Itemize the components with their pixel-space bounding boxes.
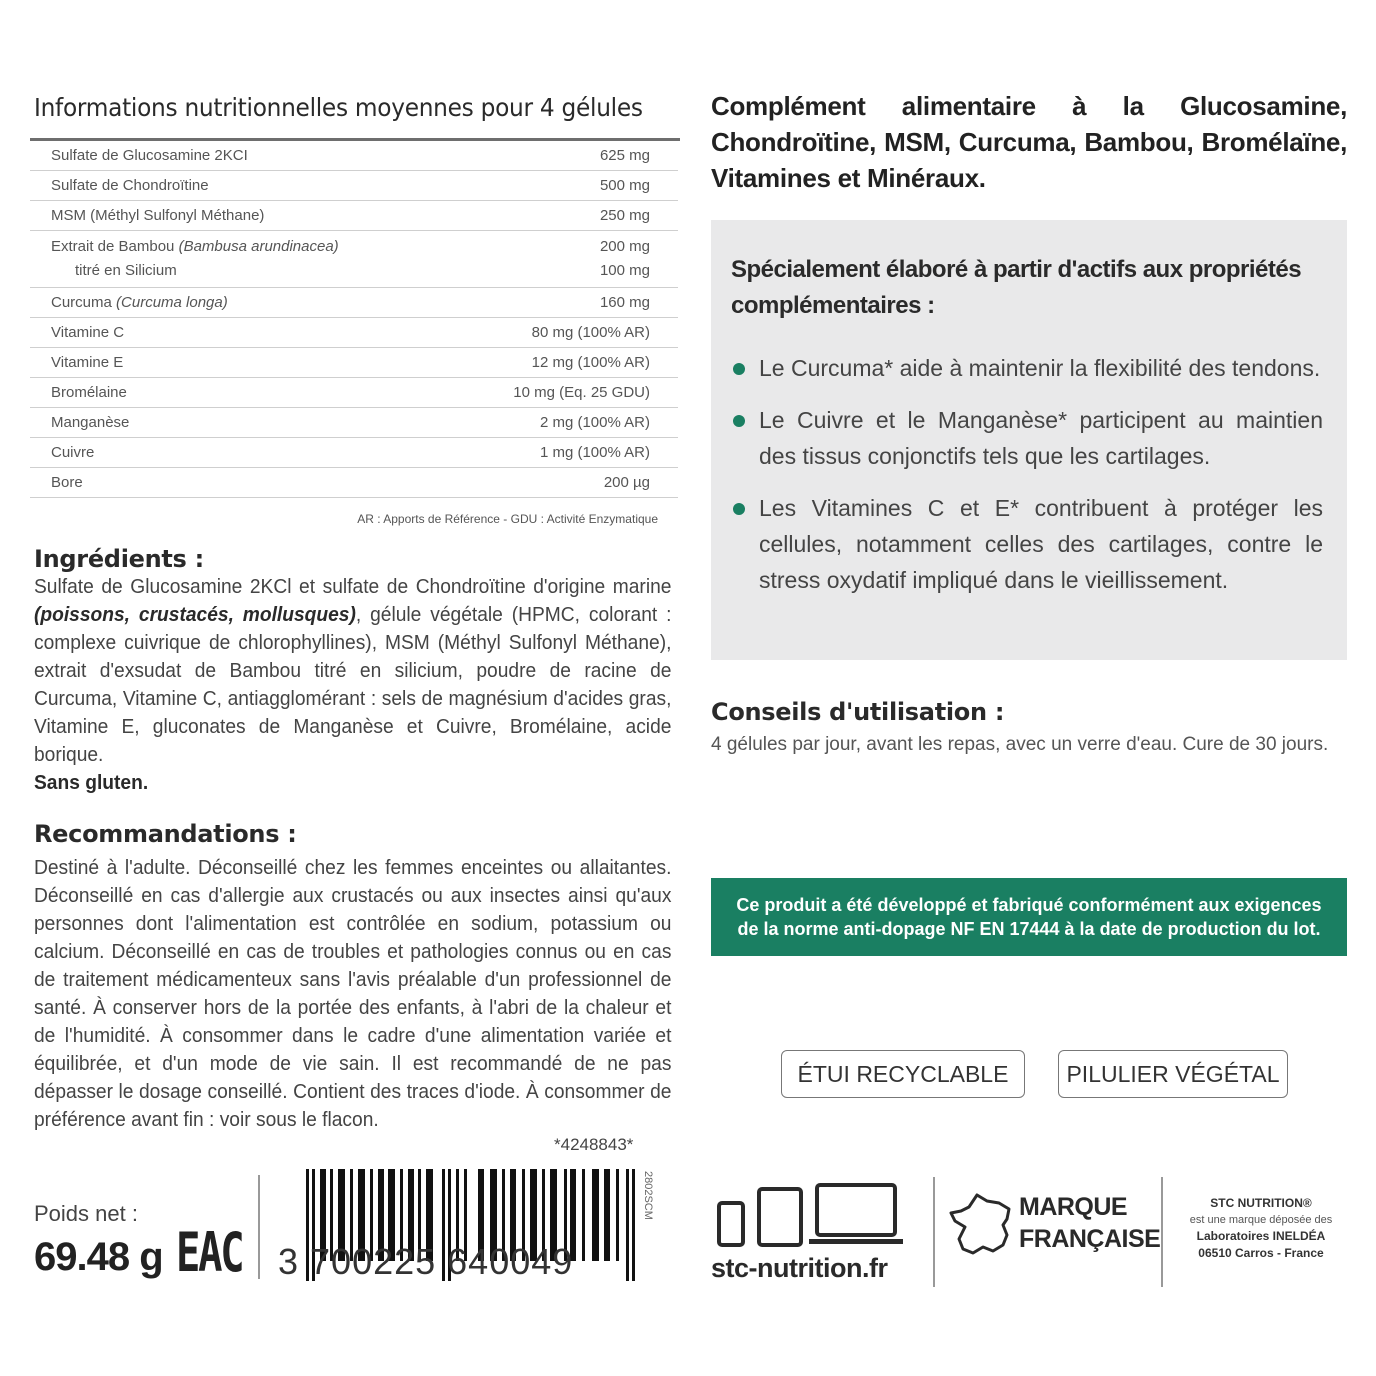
benefit-text: Le Cuivre et le Manganèse* participent au maintien des tissus conjonctifs tels que les cartilages. [759, 407, 1323, 469]
badge-label: PILULIER VÉGÉTAL [1066, 1060, 1280, 1087]
nutrient-amount: 1 mg (100% AR) [539, 444, 650, 461]
antidoping-banner [711, 878, 1347, 956]
usage-text: 4 gélules par jour, avant les repas, avec un verre d'eau. Cure de 30 jours. [711, 734, 1329, 755]
nutrient-label: Vitamine C [51, 324, 125, 341]
benefit-text: Le Curcuma* aide à maintenir la flexibilité des tendons. [759, 355, 1321, 381]
recommendations-section [34, 820, 674, 1134]
devices-icon [715, 1183, 905, 1249]
lab-name: Laboratoires INELDÉA [1196, 1229, 1326, 1243]
ingredients-text-part: , gélule végétale (HPMC, colorant : complexe cuivrique de chlorophyllines), MSM (Méthyl Sulfonyl Méthane), extrait d'exsudat de Bambou titré en silicium, poudre de racine de Curcuma, Vitamine C, antiagglomérant : sels de magnésium d'acides gras, Vitamine E, gluconates de Manganèse et Cuivre, Bromélaine, acide borique. [34, 604, 672, 766]
table-row [30, 468, 678, 498]
benefit-item [731, 350, 1323, 386]
nutrient-name [30, 468, 453, 498]
nutrient-value [453, 201, 678, 231]
latin-name: (Curcuma longa) [116, 294, 228, 311]
table-row [30, 378, 678, 408]
nutrient-amount: 250 mg [599, 207, 650, 224]
net-weight-value: 69.48 g [34, 1235, 163, 1279]
recommendations-text: Destiné à l'adulte. Déconseillé chez les femmes enceintes ou allaitantes. Déconseillé en cas d'allergie aux crustacés ou aux insectes ainsi qu'aux personnes dont l'alimentation est contrôlée en sodium, potassium ou calcium. Déconseillé en cas de troubles et pathologies connus ou en cas de traitement médicamenteux sans l'avis préalable d'un professionnel de santé. À conserver hors de la portée des enfants, à l'abri de la chaleur et de l'humidité. À consommer dans le cadre d'une alimentation variée et équilibrée, et d'un mode de vie sain. Il est recommandé de ne pas dépasser le dosage conseillé. Contient des traces d'iode. À consommer de préférence avant fin : voir sous le flacon. [34, 857, 672, 1131]
nutrient-label: Manganèse [51, 414, 130, 431]
ingredients-section [34, 545, 674, 797]
nutrient-amount: 10 mg (Eq. 25 GDU) [513, 384, 650, 401]
net-weight-label: Poids net : [34, 1201, 138, 1226]
marque-line: FRANÇAISE [1019, 1225, 1161, 1253]
badge-recyclable [781, 1050, 1025, 1098]
company-line: est une marque déposée des [1189, 1214, 1333, 1226]
nutrition-table [30, 141, 678, 498]
barcode-number: 3 700225 640049 [278, 1241, 574, 1282]
internal-code: *4248843* [554, 1135, 634, 1154]
nutrient-name [30, 438, 453, 468]
nutrient-amount: 200 mg [599, 238, 650, 255]
nutrient-name [30, 348, 453, 378]
gluten-free-label: Sans gluten. [34, 772, 149, 794]
usage-title: Conseils d'utilisation : [711, 698, 1005, 726]
nutrient-name [30, 318, 453, 348]
nutrient-label: Curcuma [51, 294, 112, 311]
benefits-list [731, 350, 1323, 598]
marque-line: MARQUE [1019, 1193, 1128, 1221]
green-dot-icon [733, 363, 745, 375]
marque-francaise [1019, 1191, 1160, 1255]
nutrient-amount: 12 mg (100% AR) [531, 354, 650, 371]
website-link[interactable]: stc-nutrition.fr [711, 1253, 888, 1283]
nutrient-value [453, 141, 678, 171]
benefits-title: Spécialement élaboré à partir d'actifs aux propriétés complémentaires : [731, 256, 1302, 319]
nutrient-value [453, 288, 678, 318]
usage-section [711, 698, 1351, 756]
france-map-icon [947, 1191, 1017, 1259]
nutrition-title: Informations nutritionnelles moyennes pour 4 gélules [34, 93, 643, 122]
table-row [30, 438, 678, 468]
product-headline: Complément alimentaire à la Glucosamine, Chondroïtine, MSM, Curcuma, Bambou, Bromélaïne, Vitamines et Minéraux. [711, 91, 1347, 193]
nutrient-amount: 160 mg [599, 294, 650, 311]
packaging-info [34, 1135, 684, 1295]
benefit-item [731, 490, 1323, 598]
nutrient-label: Cuivre [51, 444, 95, 461]
nutrient-value [453, 408, 678, 438]
badge-vegetal [1058, 1050, 1288, 1098]
nutrient-amount: 625 mg [599, 147, 650, 164]
company-info [1181, 1195, 1341, 1262]
table-row [30, 318, 678, 348]
divider [1161, 1177, 1163, 1287]
nutrient-amount: 2 mg (100% AR) [539, 414, 650, 431]
nutrient-value [453, 231, 678, 288]
divider [933, 1177, 935, 1287]
divider [258, 1175, 260, 1279]
table-row [30, 141, 678, 171]
table-row [30, 348, 678, 378]
benefits-box [711, 220, 1347, 660]
nutrient-name [30, 171, 453, 201]
nutrition-section [30, 88, 680, 526]
nutrient-sub-amount: 100 mg [599, 262, 650, 279]
nutrition-footnote: AR : Apports de Référence - GDU : Activité Enzymatique [357, 512, 658, 526]
table-row [30, 231, 678, 288]
table-row [30, 408, 678, 438]
eac-mark-icon: EAC [176, 1221, 243, 1284]
nutrient-value [453, 348, 678, 378]
nutrient-amount: 200 µg [603, 474, 650, 491]
nutrient-value [453, 378, 678, 408]
allergens: (poissons, crustacés, mollusques) [34, 604, 356, 626]
green-dot-icon [733, 503, 745, 515]
nutrient-label: Sulfate de Glucosamine 2KCI [51, 147, 248, 164]
nutrient-name [30, 201, 453, 231]
nutrient-label: MSM (Méthyl Sulfonyl Méthane) [51, 207, 265, 224]
ingredients-title: Ingrédients : [34, 545, 204, 573]
badge-label: ÉTUI RECYCLABLE [797, 1060, 1009, 1087]
ingredients-text-part: Sulfate de Glucosamine 2KCl et sulfate de Chondroïtine d'origine marine [34, 576, 672, 598]
nutrient-amount: 80 mg (100% AR) [531, 324, 650, 341]
nutrient-name [30, 231, 453, 288]
nutrient-amount: 500 mg [599, 177, 650, 194]
product-info [711, 88, 1347, 1283]
recommendations-title: Recommandations : [34, 820, 297, 848]
nutrient-name [30, 378, 453, 408]
nutrient-label: Extrait de Bambou [51, 238, 175, 255]
ingredients-text [34, 573, 671, 797]
green-dot-icon [733, 415, 745, 427]
nutrient-value [453, 171, 678, 201]
benefit-text: Les Vitamines C et E* contribuent à protéger les cellules, notamment celles des cartilages, contre le stress oxydatif impliqué dans le vieillissement. [759, 495, 1323, 593]
lab-address: 06510 Carros - France [1198, 1246, 1324, 1260]
vertical-code: 2802SCM [642, 1171, 654, 1220]
table-row [30, 201, 678, 231]
nutrient-value [453, 438, 678, 468]
nutrient-name [30, 141, 453, 171]
nutrient-label: Bore [51, 474, 83, 491]
antidoping-text: Ce produit a été développé et fabriqué conformément aux exigences de la norme anti-dopage NF EN 17444 à la date de production du lot. [736, 895, 1322, 939]
table-row [30, 171, 678, 201]
nutrient-value [453, 318, 678, 348]
brand-footer [711, 1173, 1351, 1293]
nutrient-label: Sulfate de Chondroïtine [51, 177, 209, 194]
table-row [30, 288, 678, 318]
nutrient-label: Vitamine E [51, 354, 124, 371]
benefit-item [731, 402, 1323, 474]
nutrient-name [30, 408, 453, 438]
nutrient-value [453, 468, 678, 498]
nutrient-sub-label: titré en Silicium [75, 262, 177, 279]
latin-name: (Bambusa arundinacea) [178, 238, 339, 255]
nutrient-label: Bromélaine [51, 384, 127, 401]
company-name: STC NUTRITION® [1210, 1196, 1312, 1210]
nutrient-name [30, 288, 453, 318]
